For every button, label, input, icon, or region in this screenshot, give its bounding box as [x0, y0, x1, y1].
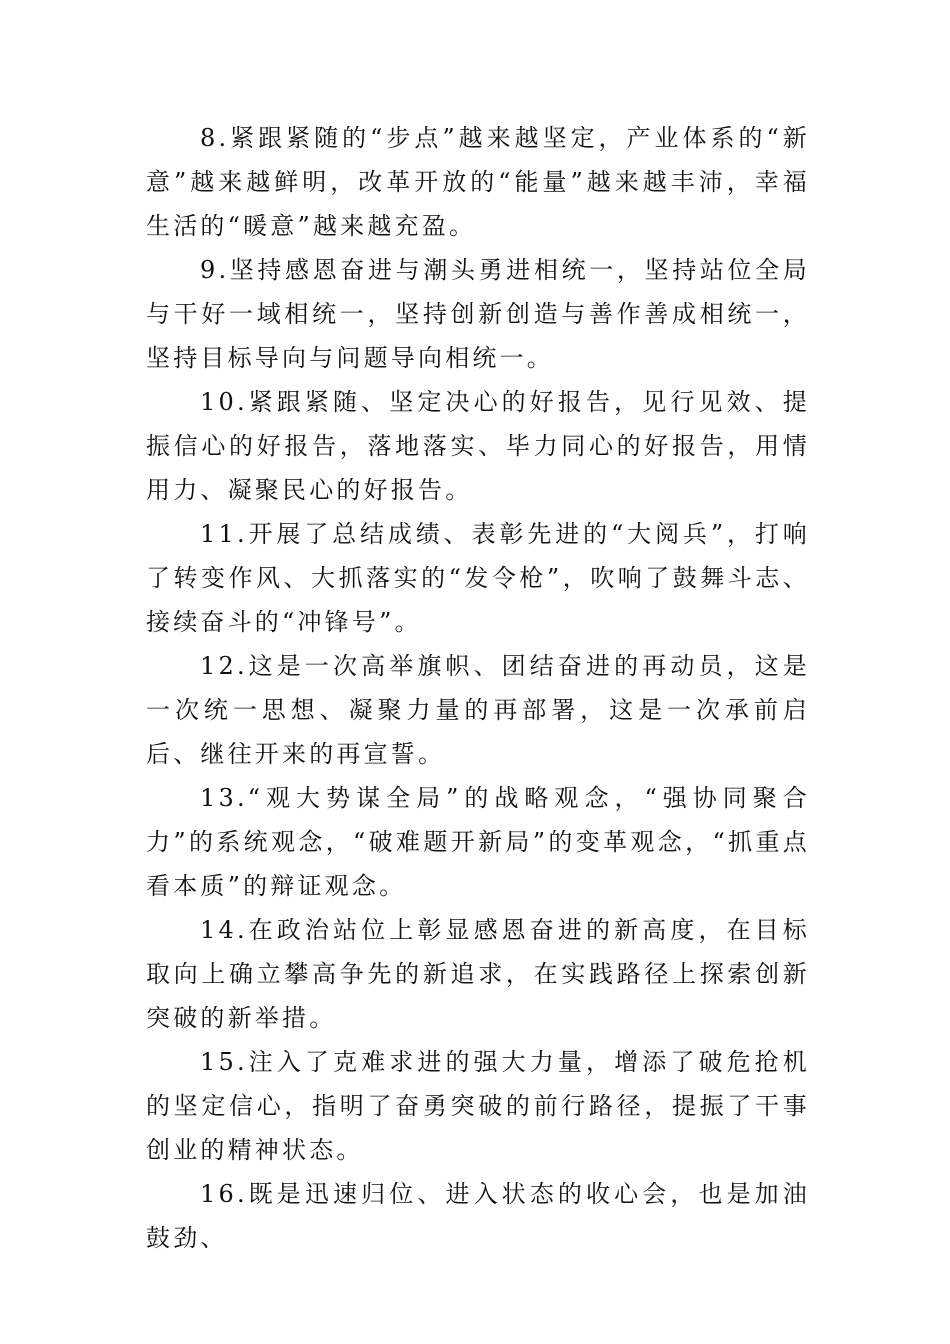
paragraph-9: 9.坚持感恩奋进与潮头勇进相统一，坚持站位全局与干好一域相统一，坚持创新创造与善作善成相统一，坚持目标导向与问题导向相统一。 [146, 256, 810, 372]
paragraph-13: 13.“观大势谋全局”的战略观念，“强协同聚合力”的系统观念，“破难题开新局”的变革观念，“抓重点看本质”的辩证观念。 [146, 784, 810, 900]
paragraph-14: 14.在政治站位上彰显感恩奋进的新高度，在目标取向上确立攀高争先的新追求，在实践路径上探索创新突破的新举措。 [146, 916, 810, 1032]
paragraph-11: 11.开展了总结成绩、表彰先进的“大阅兵”，打响了转变作风、大抓落实的“发令枪”，吹响了鼓舞斗志、接续奋斗的“冲锋号”。 [146, 520, 810, 636]
paragraph-10: 10.紧跟紧随、坚定决心的好报告，见行见效、提振信心的好报告，落地落实、毕力同心的好报告，用情用力、凝聚民心的好报告。 [146, 388, 810, 504]
paragraph-15: 15.注入了克难求进的强大力量，增添了破危抢机的坚定信心，指明了奋勇突破的前行路径，提振了干事创业的精神状态。 [146, 1048, 810, 1164]
paragraph-16: 16.既是迅速归位、进入状态的收心会，也是加油鼓劲、 [146, 1180, 810, 1252]
document-body [146, 116, 810, 1260]
paragraph-8: 8.紧跟紧随的“步点”越来越坚定，产业体系的“新意”越来越鲜明，改革开放的“能量”越来越丰沛，幸福生活的“暖意”越来越充盈。 [146, 124, 810, 240]
paragraph-12: 12.这是一次高举旗帜、团结奋进的再动员，这是一次统一思想、凝聚力量的再部署，这是一次承前启后、继往开来的再宣誓。 [146, 652, 810, 768]
